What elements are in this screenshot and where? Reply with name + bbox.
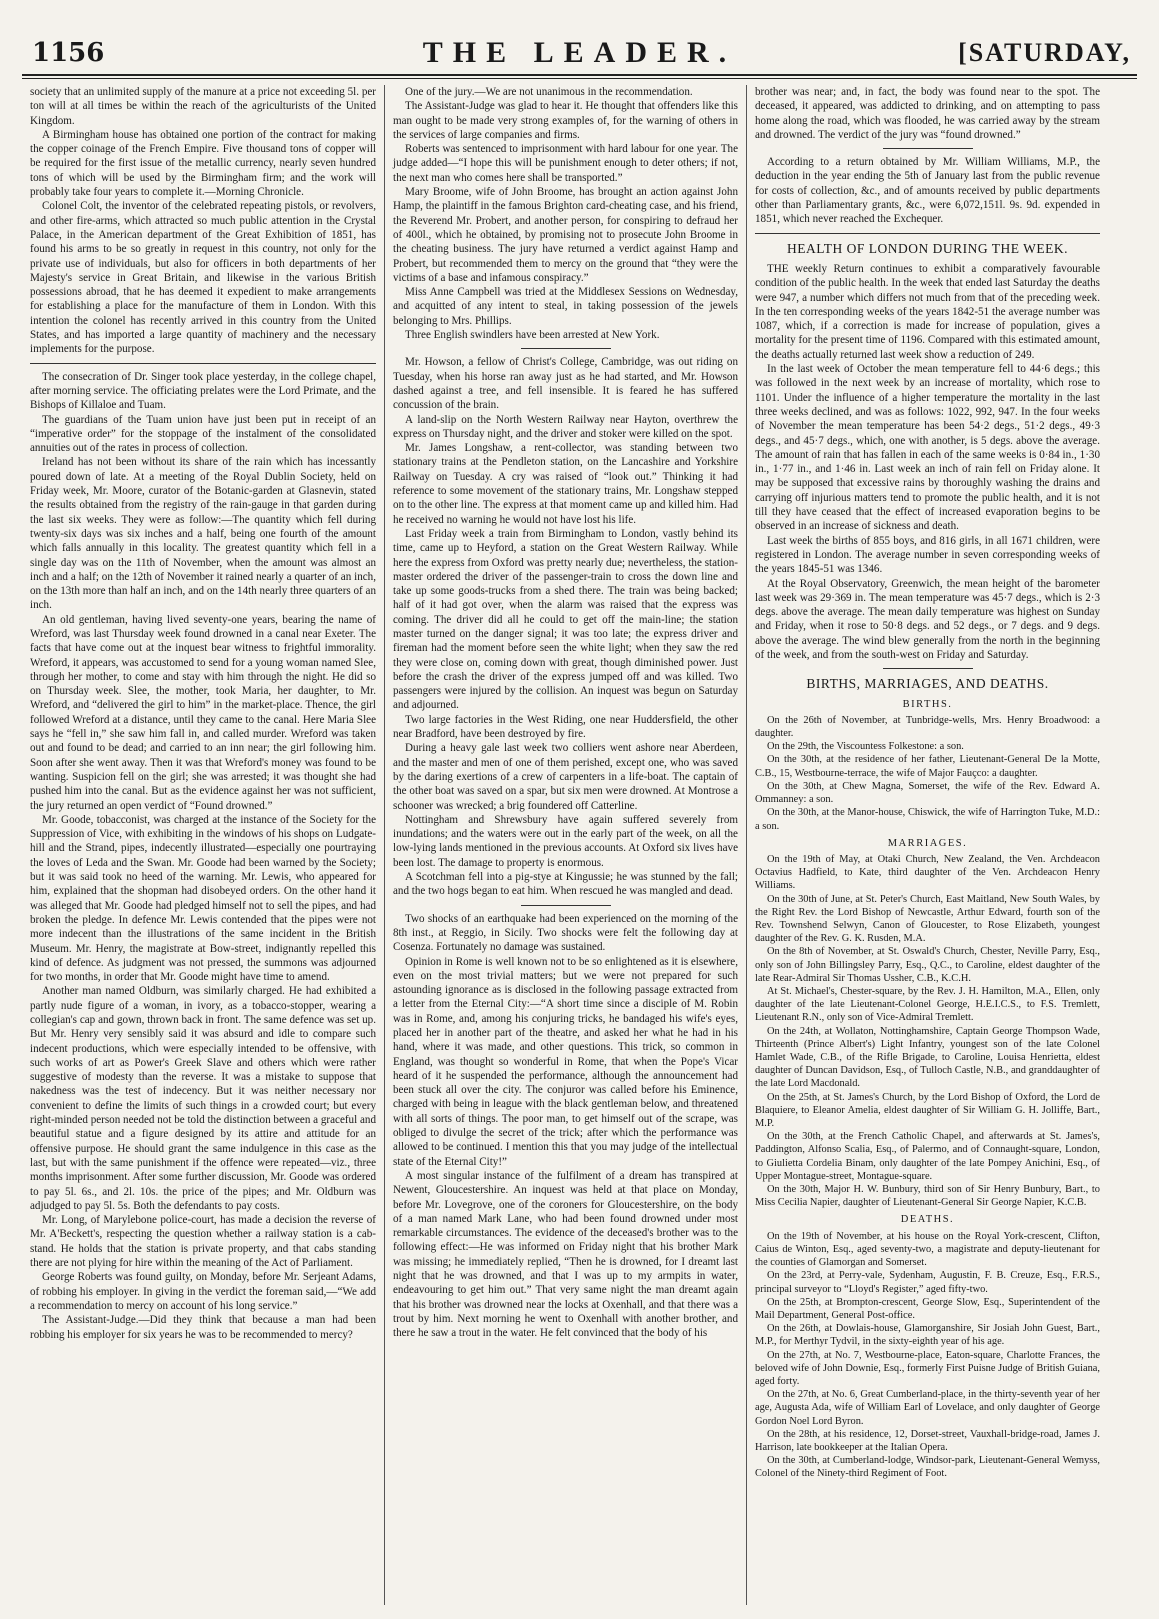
- paragraph: Roberts was sentenced to imprisonment with hard labour for one year. The judge added—“I hope this will be punishment enough to deter others; if not, the next man who comes here shall be transported.”: [393, 143, 738, 184]
- marriage-entry: On the 25th, at St. James's Church, by the Lord Bishop of Oxford, the Lord de Blaquiere, to Eleanor Amelia, eldest daughter of Sir William G. H. Jolliffe, Bart., M.P.: [755, 1091, 1100, 1130]
- paragraph: brother was near; and, in fact, the body was found near to the spot. The deceased, it appeared, was addicted to drinking, and on attempting to pass home along the road, which was flooded, he was carried away by the stream and drowned. The verdict of the jury was “found drowned.”: [755, 86, 1100, 141]
- paragraph: The consecration of Dr. Singer took place yesterday, in the college chapel, after morning service. The officiating prelates were the Lord Primate, and the Bishops of Killaloe and Tuam.: [30, 370, 376, 412]
- marriage-entry: On the 8th of November, at St. Oswald's Church, Chester, Neville Parry, Esq., only son of John Billingsley Parry, Esq., Q.C., to Caroline, eldest daughter of the late Rear-Admiral Sir Thomas Ussher, C.B., K.C.H.: [755, 946, 1100, 984]
- marriage-entry: On the 19th of May, at Otaki Church, New Zealand, the Ven. Archdeacon Octavius Hadfield, to Kate, third daughter of the Ven. Archdeacon Henry Williams.: [755, 854, 1100, 892]
- death-entry: On the 19th of November, at his house on the Royal York-crescent, Clifton, Caius de Winton, Esq., aged seventy-two, a magistrate and deputy-lieutenant for the counties of Glamorgan and Somerset.: [755, 1230, 1100, 1269]
- paragraph: Ireland has not been without its share of the rain which has incessantly poured down of late. At a meeting of the Royal Dublin Society, held on Friday week, Mr. Moore, curator of the Botanic-garden at Glasnevin, stated the results obtained from the registry of the rain-gauge in that garden during the last six weeks. They were as follow:—The quantity which fell during twenty-six days was six inches and a half, being one fourth of the amount which falls annually in this locality. The greatest quantity which fell in a single day was on the 11th of November, when the amount was almost an inch and a half; on the 12th of November it rained nearly a quarter of an inch, on the 13th more than half an inch, and on the 14th nearly three quarters of an inch.: [30, 456, 376, 612]
- death-entry: On the 27th, at No. 7, Westbourne-place, Eaton-square, Charlotte Frances, the beloved wife of John Downie, Esq., formerly First Puisne Judge of British Guiana, aged forty.: [755, 1349, 1100, 1388]
- paragraph: A Scotchman fell into a pig-stye at Kingussie; he was stunned by the fall; and the two hogs began to eat him. When rescued he was mangled and dead.: [393, 871, 738, 898]
- paragraph: Opinion in Rome is well known not to be so enlightened as it is elsewhere, even on the most trivial matters; but we were not prepared for such astounding ignorance as is disclosed in the following passage extracted from a letter from the Eternal City:—“A short time since a disciple of M. Robin was in Rome, and, among his conjuring tricks, he bandaged his wife's eyes, placed her in another part of the theatre, and asked her what he had in his hand, where it was made, and other questions. This trick, so common in England, was thought so wonderful in Rome, that when the Pope's Vicar heard of it he suspended the performance, although the announcement had been stuck all over the city. The conjuror was called before his Eminence, charged with being in league with the black gentleman below, and threatened with all sorts of things. The poor man, to get himself out of the scrape, was obliged to divulge the secret of the trick; after which the performance was allowed to be continued. I mention this that you may judge of the intellectual state of the Eternal City!”: [393, 955, 738, 1168]
- death-entry: On the 28th, at his residence, 12, Dorset-street, Vauxhall-bridge-road, James J. Harrison, late bookkeeper at the Italian Opera.: [755, 1428, 1100, 1454]
- paragraph: A most singular instance of the fulfilment of a dream has transpired at Newent, Gloucestershire. An inquest was held at that place on Monday, before Mr. Lovegrove, one of the coroners for Gloucestershire, on the body of a man named Mark Lane, who had been found drowned under most remarkable circumstances. The evidence of the deceased's brother was to the following effect:—He was informed on Friday night that his brother Mark was missing; he immediately replied, “Then he is drowned, for I dreamt last night that he was drowned, and that I was up to my armpits in water, endeavouring to get him out.” That very same night the man dreamt again that his brother was drowned near the locks at Oxenhall, and that there was a trout by him. Next morning he went to Oxenhall with another brother, and there he saw a trout in the water. He felt convinced that the body of his: [393, 1169, 738, 1340]
- divider: [755, 233, 1100, 234]
- paragraph: Nottingham and Shrewsbury have again suffered severely from inundations; and the waters were out in the early part of the week, on all the low-lying lands mentioned in the previous accounts. At Oxford six lives have been lost. The damage to property is enormous.: [393, 813, 738, 869]
- health-heading: HEALTH OF LONDON DURING THE WEEK.: [787, 240, 1068, 256]
- paragraph: During a heavy gale last week two colliers went ashore near Aberdeen, and the master and men of one of them perished, except one, who was saved by the daring exertions of a crew of carpenters in a life-boat. The captain of the other boat was saved on a spar, but six men were drowned. At Montrose a schooner was wrecked; a brig foundered off Catterline.: [393, 742, 738, 812]
- death-entry: On the 30th, at Cumberland-lodge, Windsor-park, Lieutenant-General Wemyss, Colonel of the Ninety-third Regiment of Foot.: [755, 1455, 1100, 1480]
- death-entry: On the 26th, at Dowlais-house, Glamorganshire, Sir Josiah John Guest, Bart., M.P., for Merthyr Tydvil, in the sixty-eighth year of his age.: [755, 1323, 1100, 1348]
- column-2: [384, 85, 746, 1605]
- paragraph: society that an unlimited supply of the manure at a price not exceeding 5l. per ton will at all times be within the reach of the agriculturists of the United Kingdom.: [30, 86, 376, 127]
- birth-entry: On the 30th, at the residence of her father, Lieutenant-General De la Motte, C.B., 15, Westbourne-terrace, the wife of Major Fauçco: a daughter.: [755, 754, 1100, 779]
- paragraph: At the Royal Observatory, Greenwich, the mean height of the barometer last week was 29·369 in. The mean temperature was 45·7 degs., which is 2·3 degs. above the average. The mean daily temperature was highest on Sunday and Friday, when it rose to 50·8 degs. and 52 degs., or 7 degs. and 9 degs. above the average. The wind blew generally from the north in the beginning of the week, and from the south-west on Friday and Saturday.: [755, 577, 1100, 661]
- paragraph: Mr. Goode, tobacconist, was charged at the instance of the Society for the Suppression of Vice, with exhibiting in the windows of his shops on Ludgate-hill and the Strand, pipes, indecently illustrated—especially one pourtraying the loves of Leda and the Swan. Mr. Goode had been warned by the Society; but it was said took no heed of the warning. Mr. Lewis, who appeared for him, explained that the shopman had disobeyed orders. On the other hand it was alleged that Mr. Goode had pledged himself not to sell the pipes, and had broken the pledge. In defence Mr. Lewis contended that the pipes were not more indecent than the illustrations of the same incident in the British Museum. Mr. Henry, the magistrate at Bow-street, indignantly repelled this kind of defence. As judgment was not pressed, the summons was adjourned for two months, in order that Mr. Goode might have time to amend.: [30, 813, 376, 984]
- issue-day: [SATURDAY,: [958, 38, 1131, 67]
- paragraph: THE weekly Return continues to exhibit a comparatively favourable condition of the public health. In the week that ended last Saturday the deaths were 947, a number which differs not much from that of the preceding week. In the ten corresponding weeks of the years 1842-51 the average number was 1087, which, if a correction is made for increase of population, gives a mortality for the present time of 1196. Compared with this estimated amount, the deaths actually returned last week show a reduction of 249.: [755, 262, 1100, 361]
- paragraph: Another man named Oldburn, was similarly charged. He had exhibited a partly nude figure of a woman, in ivory, as a tobacco-stopper, wearing a collegian's cap and gown, thrown back in front. The same defence was set up. But Mr. Henry very sensibly said it was absurd and idle to compare such indecent productions, which were especially intended to be offensive, with such works of art as Power's Greek Slave and others which were rather suggestive of modesty than the reverse. It was a mistake to suppose that nakedness was the test of indecency. But it was neither necessary nor convenient to define the limits of such things in a crowded court; but every right-minded person needed not be told the distinction between a graceful and beautiful statue and a figure designed by its attire and attitude for an offensive purpose. He should grant the same indulgence in this case as the last, but with the same punishment if the offence were repeated—viz., three months imprisonment. After some further discussion, Mr. Goode was ordered to pay 5l. 6s., and 2l. 10s. the price of the pipes; and Mr. Oldburn was adjudged to pay 5l. 5s. Both the defendants to pay costs.: [30, 985, 376, 1212]
- paragraph: The guardians of the Tuam union have just been put in receipt of an “imperative order” for the stoppage of the instalment of the consolidated annuities out of the rates in process of collection.: [30, 413, 376, 455]
- birth-entry: On the 30th, at the Manor-house, Chiswick, the wife of Harrington Tuke, M.D.: a son.: [755, 807, 1100, 832]
- paragraph: A land-slip on the North Western Railway near Hayton, overthrew the express on Thursday night, and the driver and stoker were killed on the spot.: [393, 413, 738, 440]
- marriage-entry: At St. Michael's, Chester-square, by the Rev. J. H. Hamilton, M.A., Ellen, only daughter of the late Lieutenant-Colonel George, H.E.I.C.S., to F.S. Tremlett, Lieutenant R.N., only son of Vice-Admiral Tremlett.: [755, 986, 1100, 1024]
- divider: [521, 348, 611, 349]
- paragraph: Mr. Howson, a fellow of Christ's College, Cambridge, was out riding on Tuesday, when his horse ran away just as he had started, and Mr. Howson dashed against a tree, and fell insensible. It is feared he has suffered concussion of the brain.: [393, 356, 738, 412]
- paragraph: A Birmingham house has obtained one portion of the contract for making the copper coinage of the French Empire. Five thousand tons of copper will be required for the first issue of the metallic currency, nearly seven hundred tons of which will be used by the Birmingham firm; and the work will probably take four years to complete it.—Morning Chronicle.: [30, 128, 376, 199]
- divider: [30, 363, 376, 364]
- paragraph: Miss Anne Campbell was tried at the Middlesex Sessions on Wednesday, and acquitted of any intent to steal, in taking possession of the jewels belonging to Mrs. Phillips.: [393, 286, 738, 327]
- page-number: 1156: [32, 38, 105, 68]
- column-3: [746, 85, 1108, 1605]
- death-entry: On the 23rd, at Perry-vale, Sydenham, Augustin, F. B. Creuze, Esq., F.R.S., principal surveyor to “Lloyd's Register,” aged fifty-two.: [755, 1270, 1100, 1295]
- paragraph: One of the jury.—We are not unanimous in the recommendation.: [405, 86, 693, 98]
- birth-entry: On the 26th of November, at Tunbridge-wells, Mrs. Henry Broadwood: a daughter.: [755, 714, 1100, 740]
- paragraph: Mary Broome, wife of John Broome, has brought an action against John Hamp, the plaintiff in the famous Brighton card-cheating case, and his friend, the Reverend Mr. Probert, and another person, for conspiring to defraud her of 400l., which he obtained, by promising not to prosecute John Broome in the cheating business. The jury have returned a verdict against Hamp and Probert, but recommended them to mercy on the ground that “they were the victims of a base and infamous conspiracy.”: [393, 186, 738, 284]
- death-entry: On the 25th, at Brompton-crescent, George Slow, Esq., Superintendent of the Mail Department, General Post-office.: [755, 1296, 1100, 1321]
- marriage-entry: On the 24th, at Wollaton, Nottinghamshire, Captain George Thompson Wade, Thirteenth (Prince Albert's) Light Infantry, youngest son of the late Colonel Hamlet Wade, C.B., of the Rifle Brigade, to Caroline, Louisa Henrietta, eldest daughter of Duncan Davidson, Esq., of Tulloch Castle, N.B., and granddaughter of the late Lord Macdonald.: [755, 1025, 1100, 1090]
- paragraph: The Assistant-Judge was glad to hear it. He thought that offenders like this man ought to be made very strong examples of, for the warning of others in the services of large companies and firms.: [393, 100, 738, 141]
- paragraph: An old gentleman, having lived seventy-one years, bearing the name of Wreford, was last Thursday week found drowned in a canal near Exeter. The facts that have come out at the inquest bear witness to frightful immorality. Wreford, it appears, was accustomed to send for a young woman named Slee, through her mother, to come and stay with him through the night. He did so on Thursday week. Slee, the mother, took Maria, her daughter, to Mr. Wreford, and “delivered the girl to him” in the market-place. Thence, the girl followed Wreford at a distance, until they came to the canal. Here Maria Slee says he “fell in,” she saw him fall in, and called murder. Wreford was taken out and found to be dead; and carried to an inn near; the girl following him. Soon after she went away. Then it was that Wreford's money was found to be wanting. Suspicion fell on the girl; she was arrested; it was thought she had pushed him into the canal. But as the evidence against her was not sufficient, the jury returned an open verdict of “Found drowned.”: [30, 613, 376, 812]
- paragraph: Colonel Colt, the inventor of the celebrated repeating pistols, or revolvers, and other fire-arms, which attracted so much public attention in the Crystal Palace, in the American department of the Great Exhibition of 1851, has found his arms to be so greatly in request in this country, not only for the private use of individuals, but also for officers in both departments of her Majesty's service in Great Britain, and likewise in the various British possessions abroad, that he has deemed it expedient to make arrangements for establishing a place for the manufacture of them in London. With this intention the colonel has recently arrived in this country from the United States, and has imported a large quantity of machinery and the necessary implements for the purpose.: [30, 200, 376, 356]
- death-entry: On the 27th, at No. 6, Great Cumberland-place, in the thirty-seventh year of her age, Augusta Ada, wife of William Earl of Lovelace, and only daughter of George Gordon Noel Lord Byron.: [755, 1389, 1100, 1427]
- divider: [883, 148, 973, 149]
- paragraph: Last Friday week a train from Birmingham to London, vastly behind its time, came up to Heyford, a station on the Great Western Railway. While here the express from Oxford was pretty nearly due; nevertheless, the station-master ordered the driver of the passenger-train to cross the down line and take up some goods-trucks from a shed there. The train was being backed; half of it had got over, when the alarm was raised that the express was coming. The driver did all he could to get off the main-line; the station master turned on the danger signal; it was too late; the express driver and fireman had the moment before seen the white light; when they saw the red they were close on, coming down with great, though diminished power. Just before the crash the driver of the express jumped off and was killed. Two passengers were injured by the collision. An inquest was begun on Saturday and adjourned.: [393, 527, 738, 712]
- paragraph: Two large factories in the West Riding, one near Huddersfield, the other near Bradford, have been destroyed by fire.: [393, 713, 738, 741]
- paragraph: According to a return obtained by Mr. William Williams, M.P., the deduction in the year ending the 5th of January last from the public revenue for costs of collection, &c., and of amounts received by public departments other than Parliamentary grants, &c., were 6,072,151l. 9s. 9d. expended in 1851, which never reached the Exchequer.: [755, 156, 1100, 226]
- divider: [883, 668, 973, 669]
- marriage-entry: On the 30th, at the French Catholic Chapel, and afterwards at St. James's, Paddington, Alfonso Scalia, Esq., of Palermo, and of Connaught-square, London, to Giulietta Cordelia Binam, only daughter of the late Pompey Anichini, Esq., of Upper Montague-street, Montague-square.: [755, 1131, 1100, 1182]
- birth-entry: On the 29th, the Viscountess Folkestone: a son.: [767, 741, 964, 753]
- masthead: [22, 30, 1137, 70]
- marriages-heading: MARRIAGES.: [887, 837, 968, 849]
- divider: [521, 905, 611, 906]
- paragraph: Three English swindlers have been arrested at New York.: [405, 329, 660, 342]
- article-columns: [22, 85, 1137, 1605]
- header-rule-thin: [22, 78, 1137, 79]
- marriage-entry: On the 30th of June, at St. Peter's Church, East Maitland, New South Wales, by the Right Rev. the Lord Bishop of Newcastle, Arthur Edward, fourth son of the Rev. Townshend Selwyn, Canon of Gloucester, to Rose Elizabeth, youngest daughter of the Rev. G. K. Rusden, M.A.: [755, 893, 1100, 945]
- bmd-heading: BIRTHS, MARRIAGES, AND DEATHS.: [806, 676, 1049, 692]
- deaths-heading: DEATHS.: [900, 1214, 955, 1226]
- marriage-entry: On the 30th, Major H. W. Bunbury, third son of Sir Henry Bunbury, Bart., to Miss Cecilia Napier, daughter of Lieutenant-General Sir George Napier, K.C.B.: [755, 1184, 1100, 1209]
- paragraph: In the last week of October the mean temperature fell to 44·6 degs.; this was followed in the next week by an increase of mortality, which rose to 1101. Under the influence of a higher temperature the mortality in the last three weeks declined, and was as follows: 1022, 992, 947. In the four weeks of November the mean temperature has been 54·2 degs., 51·2 degs., 49·3 degs., and 45·7 degs., which, one with another, is 5 degs. above the average. The amount of rain that has fallen in each of the same weeks is 0·84 in., 1·30 in., 1·77 in., and 1·46 in. Last week an inch of rain fell on Friday alone. It may be supposed that excessive rains by thoroughly washing the drains and carrying off injurious matters tend to promote the public health, and it is not till they have ceased that the effect of increased evaporation begins to be observed in an increase of sickness and death.: [755, 363, 1100, 533]
- column-1: [22, 85, 384, 1605]
- paragraph: Mr. James Longshaw, a rent-collector, was standing between two stationary trains at the Pendleton station, on the Lancashire and Yorkshire Railway on Tuesday. A cry was raised of “look out.” Thinking it had reference to some movement of the stationary trains, Mr. Longshaw stepped on to the other line. The express at that moment came up and killed him. Had he received no warning he would not have lost his life.: [393, 442, 738, 526]
- paragraph: Two shocks of an earthquake had been experienced on the morning of the 8th inst., at Reggio, in Sicily. Two shocks were felt the following day at Cosenza. Fortunately no damage was sustained.: [393, 912, 738, 954]
- paragraph: Last week the births of 855 boys, and 816 girls, in all 1671 children, were registered in London. The average number in seven corresponding weeks of the years 1845-51 was 1346.: [755, 534, 1100, 576]
- paper-title: THE LEADER.: [422, 36, 737, 69]
- births-heading: BIRTHS.: [902, 698, 953, 710]
- paragraph: Mr. Long, of Marylebone police-court, has made a decision the reverse of Mr. A'Beckett's, respecting the question whether a railway station is a cab-stand. He holds that the station is private property, and that cabs standing there are not plying for hire within the meaning of the Act of Parliament.: [30, 1214, 376, 1270]
- header-rule: [22, 74, 1137, 76]
- paragraph: George Roberts was found guilty, on Monday, before Mr. Serjeant Adams, of robbing his employer. In giving in the verdict the foreman said,—“We add a recommendation to mercy on account of his long service.”: [30, 1271, 376, 1312]
- paragraph: The Assistant-Judge.—Did they think that because a man had been robbing his employer for six years he was to be recommended to mercy?: [30, 1314, 376, 1341]
- birth-entry: On the 30th, at Chew Magna, Somerset, the wife of the Rev. Edward A. Ommanney: a son.: [755, 780, 1100, 806]
